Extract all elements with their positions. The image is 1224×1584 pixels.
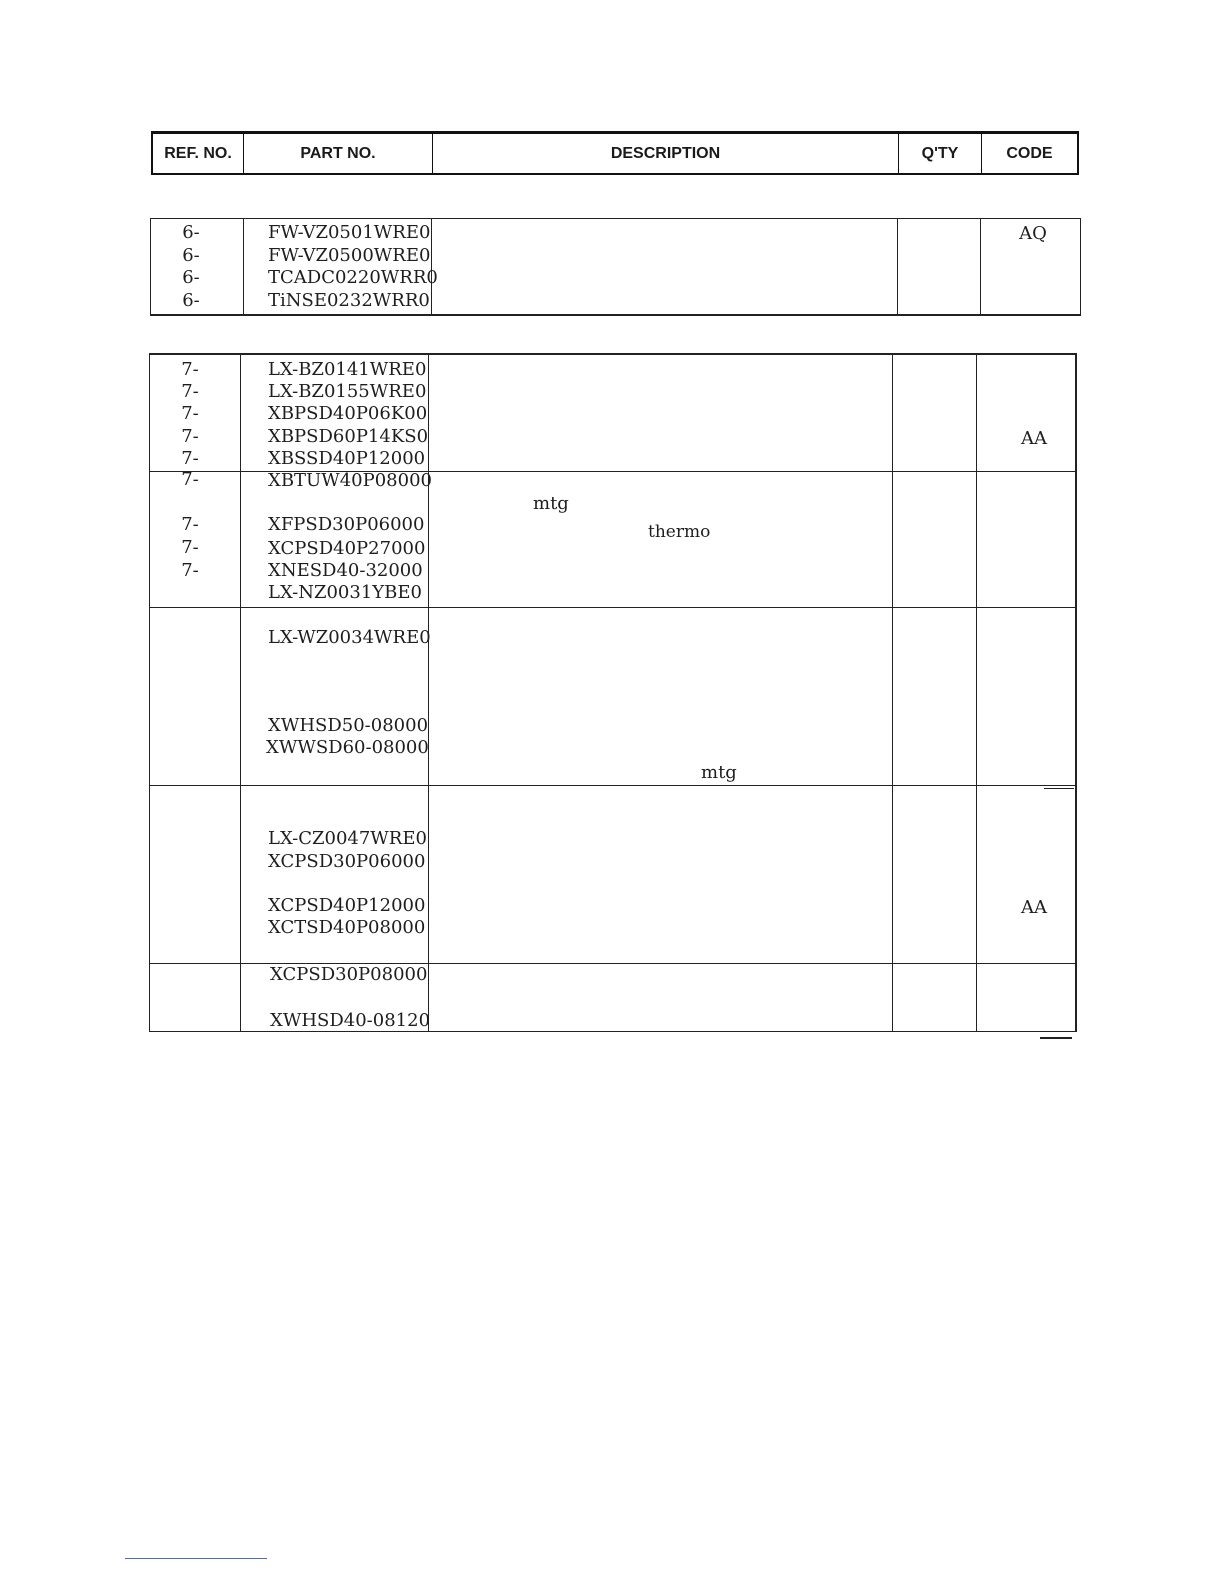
ref-no: 7- xyxy=(181,359,199,380)
part-no: TCADC0220WRR0 xyxy=(268,267,438,288)
scan-underline xyxy=(125,1558,267,1559)
part-no: XWHSD40-08120 xyxy=(270,1010,431,1031)
scan-mark xyxy=(1044,788,1074,789)
part-no: XNESD40-32000 xyxy=(268,560,423,581)
ref-no: 7- xyxy=(181,381,199,402)
part-no: LX-NZ0031YBE0 xyxy=(268,582,422,603)
parts-block-6 xyxy=(150,218,1081,316)
part-no: TiNSE0232WRR0 xyxy=(268,290,430,311)
part-no: XFPSD30P06000 xyxy=(268,514,425,535)
ref-no: 7- xyxy=(181,469,199,490)
header-code: CODE xyxy=(1006,144,1053,162)
part-no: XWWSD60-08000 xyxy=(266,737,429,758)
part-no: FW-VZ0501WRE0 xyxy=(268,222,431,243)
part-no: XBSSD40P12000 xyxy=(268,448,426,469)
ref-no: 6- xyxy=(182,245,200,266)
ref-no: 7- xyxy=(181,426,199,447)
ref-no: 7- xyxy=(181,403,199,424)
part-no: XBPSD60P14KS0 xyxy=(268,426,429,447)
ref-no: 7- xyxy=(181,537,199,558)
part-no: LX-CZ0047WRE0 xyxy=(268,828,427,849)
part-no: XCPSD40P12000 xyxy=(268,895,426,916)
part-no: LX-WZ0034WRE0 xyxy=(268,627,431,648)
part-no: XCPSD40P27000 xyxy=(268,538,426,559)
description: mtg xyxy=(533,493,569,514)
part-no: XBTUW40P08000 xyxy=(268,470,432,491)
header-ref-no: REF. NO. xyxy=(153,134,244,173)
price-code: AA xyxy=(1021,897,1047,918)
ref-no: 7- xyxy=(181,560,199,581)
ref-no: 7- xyxy=(181,448,199,469)
description: thermo xyxy=(648,522,711,542)
header-qty: Q'TY xyxy=(899,134,982,173)
price-code: AQ xyxy=(1019,223,1047,244)
part-no: XCTSD40P08000 xyxy=(268,917,426,938)
table-header xyxy=(151,131,1079,175)
description: mtg xyxy=(701,762,737,783)
ref-no: 7- xyxy=(181,514,199,535)
scan-mark xyxy=(1040,1037,1072,1039)
price-code: AA xyxy=(1021,428,1047,449)
part-no: XWHSD50-08000 xyxy=(268,715,429,736)
part-no: LX-BZ0141WRE0 xyxy=(268,359,427,380)
ref-no: 6- xyxy=(182,222,200,243)
part-no: XCPSD30P08000 xyxy=(270,964,428,985)
header-description: DESCRIPTION xyxy=(433,134,899,173)
parts-block-7 xyxy=(149,353,1077,1032)
ref-no: 6- xyxy=(182,267,200,288)
part-no: XBPSD40P06K00 xyxy=(268,403,428,424)
part-no: XCPSD30P06000 xyxy=(268,851,426,872)
ref-no: 6- xyxy=(182,290,200,311)
part-no: FW-VZ0500WRE0 xyxy=(268,245,431,266)
part-no: LX-BZ0155WRE0 xyxy=(268,381,427,402)
header-part-no: PART NO. xyxy=(244,134,433,173)
